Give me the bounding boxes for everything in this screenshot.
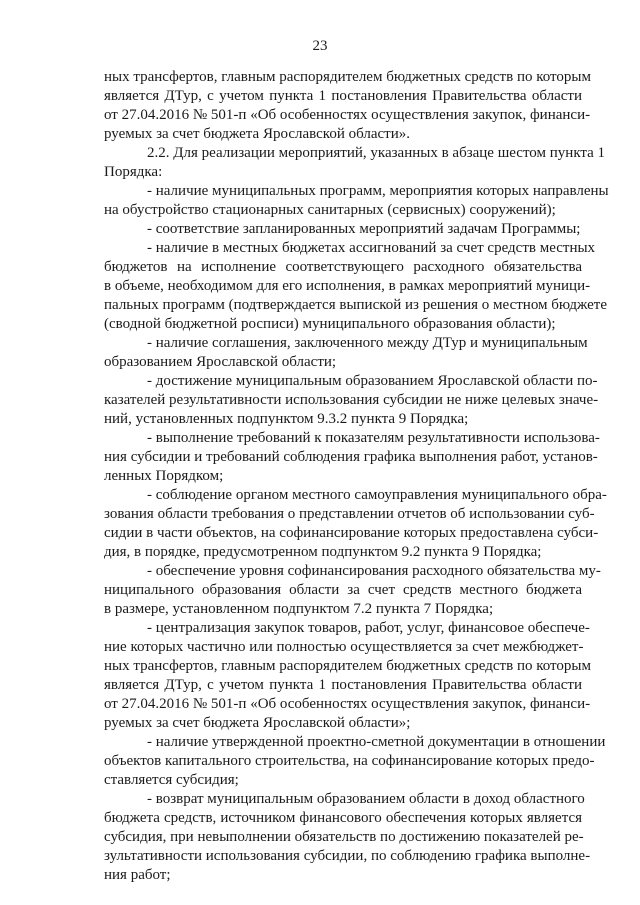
text-line: объектов капитального строительства, на софинансирование которых предо- <box>104 753 595 769</box>
text-line: в объеме, необходимом для его исполнения, в рамках мероприятий муници- <box>104 278 591 294</box>
text-line: бюджета средств, источником финансового обеспечения которых является <box>104 810 582 826</box>
text-line: - централизация закупок товаров, работ, услуг, финансовое обеспече- <box>147 620 590 636</box>
text-line: бюджетов на исполнение соответствующего расходного обязательства <box>104 259 582 275</box>
text-line: субсидия, при невыполнении обязательств по достижению показателей ре- <box>104 829 584 845</box>
paragraph <box>104 220 582 239</box>
paragraph <box>104 68 591 144</box>
text-line: - наличие соглашения, заключенного между ДТур и муниципальным <box>147 335 588 351</box>
text-line: ных трансфертов, главным распорядителем бюджетных средств по которым <box>104 658 591 674</box>
text-line: - наличие муниципальных программ, мероприятия которых направлены <box>147 183 609 199</box>
text-line: является ДТур, с учетом пункта 1 постановления Правительства области <box>104 677 582 693</box>
paragraph <box>104 239 608 334</box>
text-line: - достижение муниципальным образованием Ярославской области по- <box>147 373 598 389</box>
text-line: ний, установленных подпунктом 9.3.2 пункта 9 Порядка; <box>104 411 469 427</box>
text-line: на обустройство стационарных санитарных (сервисных) сооружений); <box>104 202 556 218</box>
text-line: зультативности использования субсидии, по соблюдению графика выполне- <box>104 848 591 864</box>
text-line: пальных программ (подтверждается выпиской из решения о местном бюджете <box>104 297 608 313</box>
text-line: 2.2. Для реализации мероприятий, указанных в абзаце шестом пункта 1 <box>147 145 606 161</box>
text-line: Порядка: <box>104 164 163 180</box>
text-line: в размере, установленном подпунктом 7.2 пункта 7 Порядка; <box>104 601 494 617</box>
text-line: от 27.04.2016 № 501-п «Об особенностях осуществления закупок, финанси- <box>104 107 591 123</box>
text-line: ния работ; <box>104 867 171 883</box>
text-line: ниципального образования области за счет средств местного бюджета <box>104 582 582 598</box>
text-line: - возврат муниципальным образованием области в доход областного <box>147 791 585 807</box>
paragraph <box>104 334 588 372</box>
text-line: ленных Порядком; <box>104 468 224 484</box>
text-line: руемых за счет бюджета Ярославской области»; <box>104 715 411 731</box>
text-line: ние которых частично или полностью осуществляется за счет межбюджет- <box>104 639 584 655</box>
paragraph <box>104 182 609 220</box>
text-line: сидии в части объектов, на софинансирование которых предоставлена субси- <box>104 525 599 541</box>
paragraph <box>104 733 606 790</box>
text-line: образованием Ярославской области; <box>104 354 337 370</box>
text-line: - наличие утвержденной проектно-сметной документации в отношении <box>147 734 606 750</box>
paragraph <box>104 562 601 619</box>
paragraph <box>104 486 607 562</box>
text-line: ных трансфертов, главным распорядителем бюджетных средств по которым <box>104 69 591 85</box>
paragraph <box>104 790 591 885</box>
text-line: - обеспечение уровня софинансирования расходного обязательства му- <box>147 563 601 579</box>
text-line: - соответствие запланированных мероприятий задачам Программы; <box>147 221 581 237</box>
text-line: от 27.04.2016 № 501-п «Об особенностях осуществления закупок, финанси- <box>104 696 591 712</box>
paragraph <box>104 429 600 486</box>
text-line: руемых за счет бюджета Ярославской области». <box>104 126 410 142</box>
text-line: - наличие в местных бюджетах ассигнований за счет средств местных <box>147 240 596 256</box>
text-line: - выполнение требований к показателям результативности использова- <box>147 430 600 446</box>
text-line: ния субсидии и требований соблюдения графика выполнения работ, установ- <box>104 449 598 465</box>
text-line: (сводной бюджетной росписи) муниципального образования области); <box>104 316 556 332</box>
document-body <box>104 68 609 885</box>
text-line: - соблюдение органом местного самоуправления муниципального обра- <box>147 487 607 503</box>
page-number: 23 <box>312 38 328 54</box>
text-line: ставляется субсидия; <box>104 772 239 788</box>
paragraph <box>104 619 591 733</box>
text-line: дия, в порядке, предусмотренном подпунктом 9.2 пункта 9 Порядка; <box>104 544 542 560</box>
text-line: казателей результативности использования субсидии не ниже целевых значе- <box>104 392 599 408</box>
paragraph <box>104 144 606 182</box>
paragraph <box>104 372 599 429</box>
text-line: является ДТур, с учетом пункта 1 постановления Правительства области <box>104 88 582 104</box>
text-line: зования области требования о представлении отчетов об использовании суб- <box>104 506 595 522</box>
